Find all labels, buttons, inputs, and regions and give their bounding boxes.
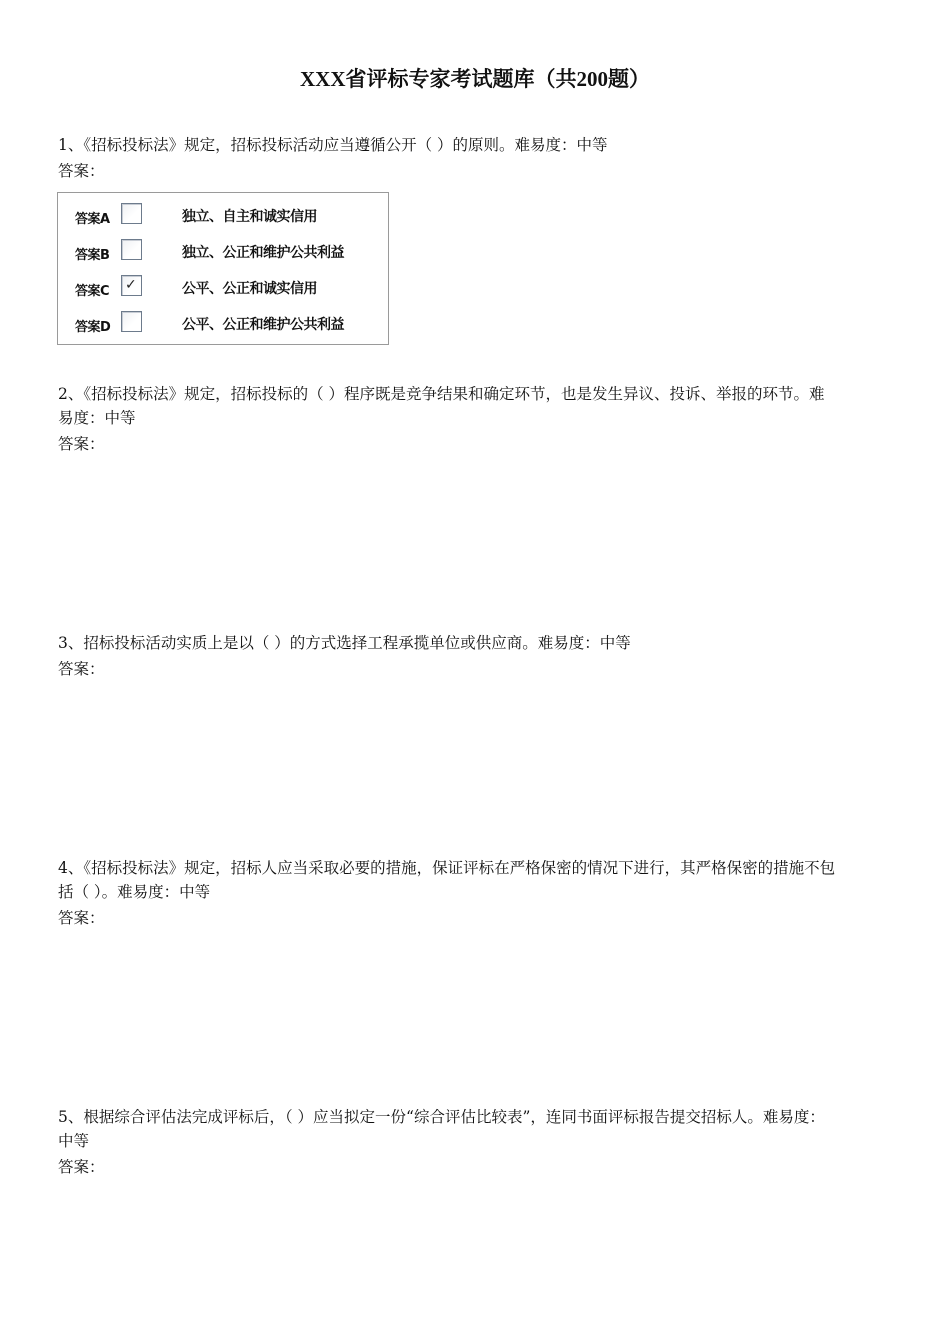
option-c-checkbox[interactable] — [121, 275, 142, 296]
option-d-key: 答案D — [75, 320, 111, 335]
option-a-text: 独立、自主和诚实信用 — [182, 209, 317, 225]
option-row-c[interactable] — [58, 275, 388, 299]
question-2-answer-label: 答案： — [58, 435, 105, 453]
question-1-text: 1、《招标投标法》规定，招标投标活动应当遵循公开（ ）的原则。难易度：中等 — [58, 136, 608, 154]
option-b-text: 独立、公正和维护公共利益 — [182, 245, 344, 261]
title-count: 200 — [576, 67, 608, 91]
question-5 — [58, 1105, 894, 1179]
answer-options-panel — [57, 192, 389, 345]
document-title — [0, 64, 950, 94]
question-4-text-line-1: 4、《招标投标法》规定，招标人应当采取必要的措施，保证评标在严格保密的情况下进行，其严格保密的措施不包 — [58, 859, 836, 877]
option-row-b[interactable] — [58, 239, 388, 263]
option-b-checkbox[interactable] — [121, 239, 142, 260]
question-3-answer-label: 答案： — [58, 660, 105, 678]
title-prefix: XXX — [300, 67, 346, 91]
question-1 — [58, 133, 894, 183]
option-a-checkbox[interactable] — [121, 203, 142, 224]
question-2 — [58, 382, 894, 456]
question-5-text-line-1: 5、根据综合评估法完成评标后，（ ）应当拟定一份“综合评估比较表”，连同书面评标报告提交招标人。难易度： — [58, 1108, 825, 1126]
question-2-text-line-2: 易度：中等 — [58, 409, 136, 427]
option-a-key: 答案A — [75, 212, 110, 227]
title-middle: 省评标专家考试题库（共 — [345, 66, 577, 91]
question-3 — [58, 631, 894, 681]
option-row-a[interactable] — [58, 203, 388, 227]
question-5-answer-label: 答案： — [58, 1158, 105, 1176]
question-5-text-line-2: 中等 — [58, 1132, 90, 1150]
option-c-text: 公平、公正和诚实信用 — [182, 281, 317, 297]
option-d-text: 公平、公正和维护公共利益 — [182, 317, 344, 333]
title-suffix: 题） — [608, 66, 650, 91]
question-3-text: 3、招标投标活动实质上是以（ ）的方式选择工程承揽单位或供应商。难易度：中等 — [58, 634, 631, 652]
option-b-key: 答案B — [75, 248, 110, 263]
option-c-key: 答案C — [75, 284, 110, 299]
checkmark-icon: ✓ — [125, 277, 137, 293]
question-4 — [58, 856, 894, 930]
option-d-checkbox[interactable] — [121, 311, 142, 332]
question-1-answer-label: 答案： — [58, 162, 105, 180]
question-4-answer-label: 答案： — [58, 909, 105, 927]
question-2-text-line-1: 2、《招标投标法》规定，招标投标的（ ）程序既是竞争结果和确定环节，也是发生异议、投诉、举报的环节。难 — [58, 385, 825, 403]
question-4-text-line-2: 括（ ）。难易度：中等 — [58, 883, 211, 901]
option-row-d[interactable] — [58, 311, 388, 335]
